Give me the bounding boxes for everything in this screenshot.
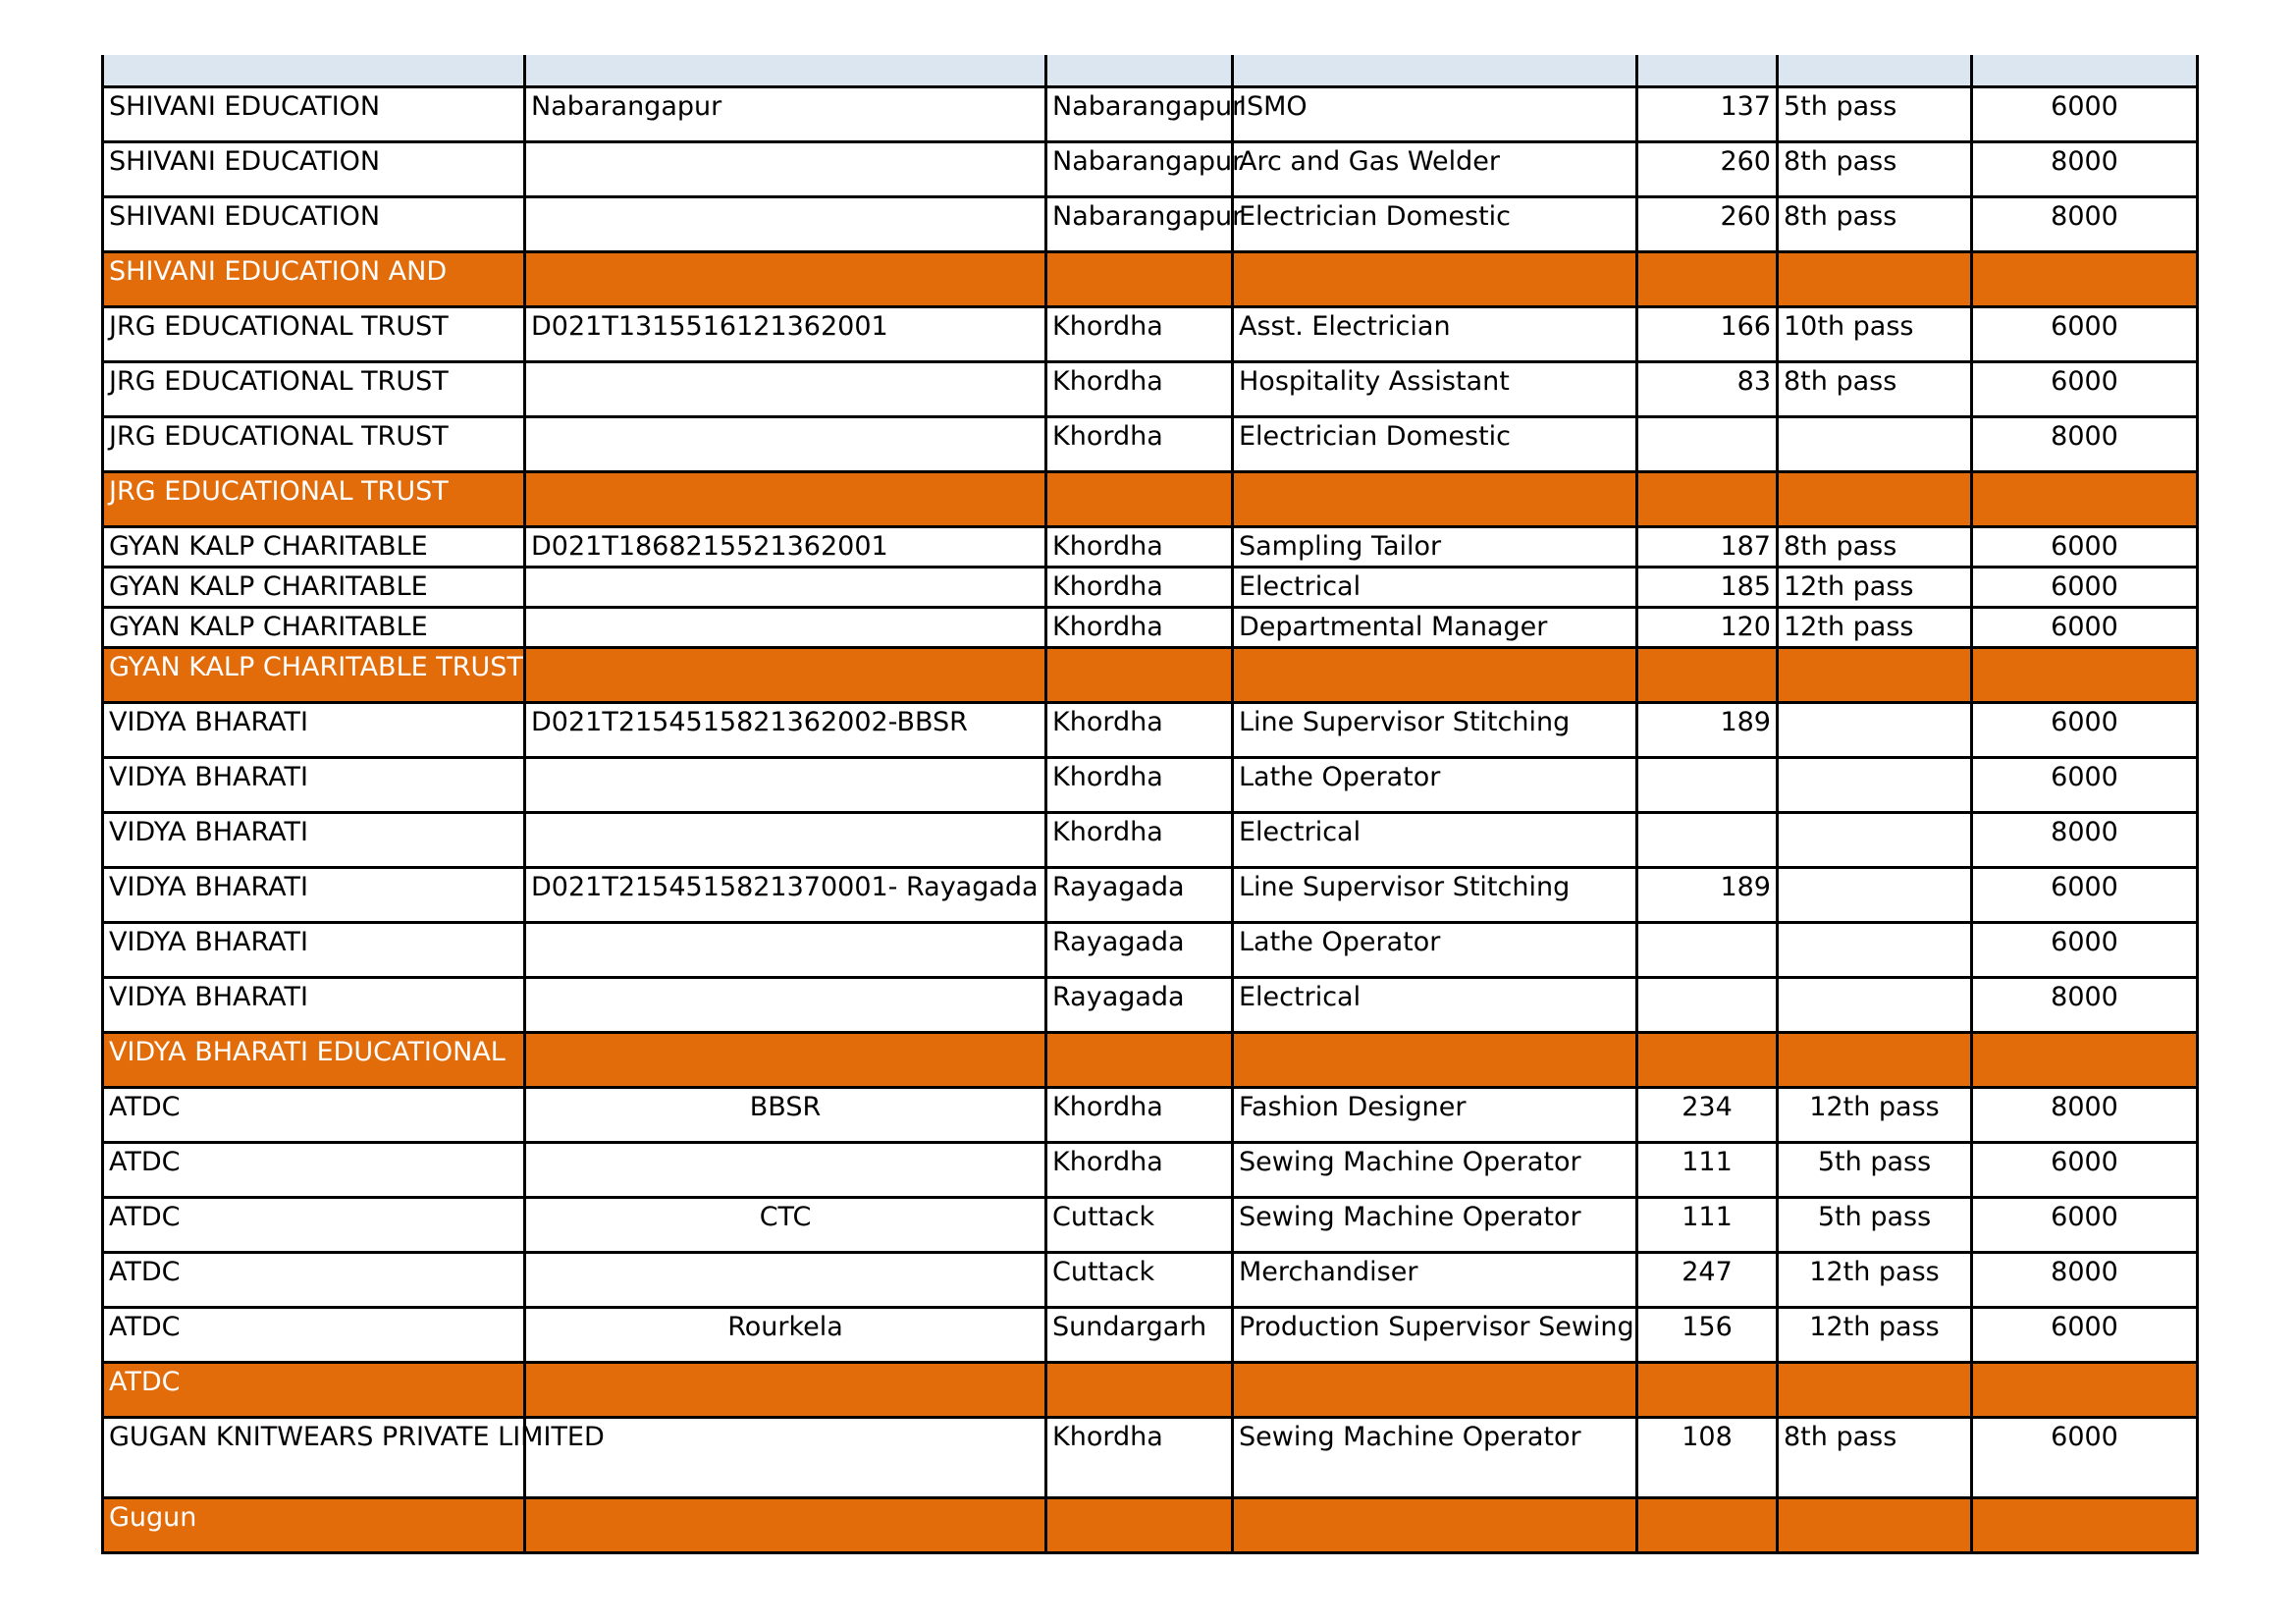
qualification-cell: [1778, 55, 1972, 86]
target-count-cell: 260: [1637, 196, 1778, 251]
target-count-cell: [1637, 812, 1778, 867]
amount-cell: 6000: [1972, 702, 2198, 757]
target-count-cell: [1637, 1497, 1778, 1552]
course-cell: Electrical: [1233, 812, 1637, 867]
table-row: [103, 86, 2198, 141]
district-cell: Khordha: [1046, 812, 1233, 867]
course-cell: Lathe Operator: [1233, 922, 1637, 977]
district-cell: Khordha: [1046, 416, 1233, 471]
district-cell: Khordha: [1046, 306, 1233, 361]
amount-cell: 8000: [1972, 196, 2198, 251]
batch-code-cell: [525, 471, 1046, 526]
organization-cell: SHIVANI EDUCATION: [103, 196, 525, 251]
target-count-cell: 234: [1637, 1087, 1778, 1142]
qualification-cell: [1778, 1032, 1972, 1087]
amount-cell: 8000: [1972, 812, 2198, 867]
target-count-cell: 260: [1637, 141, 1778, 196]
district-cell: [1046, 647, 1233, 702]
course-cell: [1233, 647, 1637, 702]
table-row: [103, 977, 2198, 1032]
table-row: [103, 1417, 2198, 1497]
course-cell: Sewing Machine Operator: [1233, 1142, 1637, 1197]
organization-cell: [103, 55, 525, 86]
amount-cell: 6000: [1972, 867, 2198, 922]
qualification-cell: 5th pass: [1778, 1142, 1972, 1197]
organization-cell: VIDYA BHARATI: [103, 702, 525, 757]
course-cell: Production Supervisor Sewing: [1233, 1307, 1637, 1362]
header-strip: [103, 55, 2198, 86]
batch-code-cell: [525, 196, 1046, 251]
organization-cell: ATDC: [103, 1087, 525, 1142]
organization-cell: GYAN KALP CHARITABLE: [103, 567, 525, 607]
batch-code-cell: [525, 922, 1046, 977]
course-cell: Line Supervisor Stitching: [1233, 702, 1637, 757]
course-cell: Departmental Manager: [1233, 607, 1637, 647]
district-cell: Khordha: [1046, 757, 1233, 812]
training-partner-table: [101, 55, 2199, 1554]
total-row: [103, 251, 2198, 306]
course-cell: [1233, 251, 1637, 306]
qualification-cell: [1778, 251, 1972, 306]
target-count-cell: 111: [1637, 1142, 1778, 1197]
district-cell: Khordha: [1046, 361, 1233, 416]
course-cell: Hospitality Assistant: [1233, 361, 1637, 416]
batch-code-cell: [525, 55, 1046, 86]
course-cell: Electrical: [1233, 567, 1637, 607]
amount-cell: 6000: [1972, 1417, 2198, 1497]
qualification-cell: 12th pass: [1778, 1087, 1972, 1142]
district-cell: Khordha: [1046, 702, 1233, 757]
target-count-cell: 156: [1637, 1307, 1778, 1362]
course-cell: Electrician Domestic: [1233, 416, 1637, 471]
organization-cell: ATDC: [103, 1142, 525, 1197]
target-count-cell: [1637, 251, 1778, 306]
table-row: [103, 1197, 2198, 1252]
organization-cell: VIDYA BHARATI: [103, 867, 525, 922]
batch-code-cell: D021T2154515821370001- Rayagada: [525, 867, 1046, 922]
amount-cell: 6000: [1972, 1197, 2198, 1252]
organization-cell: VIDYA BHARATI: [103, 977, 525, 1032]
table-row: [103, 567, 2198, 607]
batch-code-cell: [525, 361, 1046, 416]
amount-cell: 8000: [1972, 1252, 2198, 1307]
qualification-cell: [1778, 702, 1972, 757]
district-cell: Nabarangapur: [1046, 196, 1233, 251]
total-row: [103, 1032, 2198, 1087]
batch-code-cell: [525, 141, 1046, 196]
qualification-cell: 5th pass: [1778, 86, 1972, 141]
amount-cell: 6000: [1972, 567, 2198, 607]
course-cell: Electrical: [1233, 977, 1637, 1032]
target-count-cell: 247: [1637, 1252, 1778, 1307]
district-cell: Khordha: [1046, 526, 1233, 567]
target-count-cell: 185: [1637, 567, 1778, 607]
total-row: [103, 1497, 2198, 1552]
batch-code-cell: [525, 1252, 1046, 1307]
batch-code-cell: [525, 1142, 1046, 1197]
batch-code-cell: D021T1315516121362001: [525, 306, 1046, 361]
target-count-cell: [1637, 977, 1778, 1032]
course-cell: Lathe Operator: [1233, 757, 1637, 812]
target-count-cell: 187: [1637, 526, 1778, 567]
target-count-cell: 108: [1637, 1417, 1778, 1497]
qualification-cell: 12th pass: [1778, 1307, 1972, 1362]
course-cell: Fashion Designer: [1233, 1087, 1637, 1142]
batch-code-cell: D021T1868215521362001: [525, 526, 1046, 567]
batch-code-cell: [525, 567, 1046, 607]
qualification-cell: [1778, 757, 1972, 812]
qualification-cell: [1778, 1362, 1972, 1417]
organization-cell: VIDYA BHARATI: [103, 812, 525, 867]
district-cell: Rayagada: [1046, 977, 1233, 1032]
amount-cell: 8000: [1972, 1087, 2198, 1142]
district-cell: Cuttack: [1046, 1252, 1233, 1307]
table-row: [103, 1252, 2198, 1307]
target-count-cell: 111: [1637, 1197, 1778, 1252]
district-cell: Khordha: [1046, 1417, 1233, 1497]
batch-code-cell: [525, 977, 1046, 1032]
qualification-cell: 8th pass: [1778, 526, 1972, 567]
qualification-cell: [1778, 471, 1972, 526]
batch-code-cell: CTC: [525, 1197, 1046, 1252]
batch-code-cell: [525, 1362, 1046, 1417]
course-cell: Asst. Electrician: [1233, 306, 1637, 361]
organization-cell: JRG EDUCATIONAL TRUST: [103, 361, 525, 416]
organization-cell: GYAN KALP CHARITABLE: [103, 607, 525, 647]
qualification-cell: 8th pass: [1778, 1417, 1972, 1497]
course-cell: Sewing Machine Operator: [1233, 1197, 1637, 1252]
batch-code-cell: D021T2154515821362002-BBSR: [525, 702, 1046, 757]
qualification-cell: 12th pass: [1778, 607, 1972, 647]
organization-cell: SHIVANI EDUCATION: [103, 141, 525, 196]
amount-cell: 6000: [1972, 1307, 2198, 1362]
organization-cell: JRG EDUCATIONAL TRUST: [103, 306, 525, 361]
organization-cell: GYAN KALP CHARITABLE TRUST: [103, 647, 525, 702]
table-row: [103, 607, 2198, 647]
batch-code-cell: Rourkela: [525, 1307, 1046, 1362]
amount-cell: 6000: [1972, 306, 2198, 361]
target-count-cell: 137: [1637, 86, 1778, 141]
district-cell: Khordha: [1046, 607, 1233, 647]
table-row: [103, 416, 2198, 471]
qualification-cell: [1778, 812, 1972, 867]
amount-cell: [1972, 55, 2198, 86]
district-cell: [1046, 55, 1233, 86]
district-cell: Rayagada: [1046, 867, 1233, 922]
district-cell: [1046, 1362, 1233, 1417]
qualification-cell: [1778, 1497, 1972, 1552]
qualification-cell: [1778, 867, 1972, 922]
qualification-cell: 12th pass: [1778, 567, 1972, 607]
organization-cell: ATDC: [103, 1197, 525, 1252]
amount-cell: 6000: [1972, 607, 2198, 647]
target-count-cell: 189: [1637, 867, 1778, 922]
table-row: [103, 867, 2198, 922]
qualification-cell: [1778, 416, 1972, 471]
organization-cell: GYAN KALP CHARITABLE: [103, 526, 525, 567]
target-count-cell: 189: [1637, 702, 1778, 757]
qualification-cell: 5th pass: [1778, 1197, 1972, 1252]
organization-cell: VIDYA BHARATI: [103, 922, 525, 977]
target-count-cell: [1637, 416, 1778, 471]
qualification-cell: [1778, 647, 1972, 702]
table-row: [103, 1307, 2198, 1362]
spreadsheet-page: [101, 55, 2196, 1554]
target-count-cell: [1637, 757, 1778, 812]
district-cell: Sundargarh: [1046, 1307, 1233, 1362]
qualification-cell: 12th pass: [1778, 1252, 1972, 1307]
organization-cell: ATDC: [103, 1307, 525, 1362]
batch-code-cell: [525, 251, 1046, 306]
organization-cell: JRG EDUCATIONAL TRUST: [103, 416, 525, 471]
batch-code-cell: [525, 607, 1046, 647]
table-row: [103, 922, 2198, 977]
organization-cell: VIDYA BHARATI EDUCATIONAL: [103, 1032, 525, 1087]
amount-cell: 8000: [1972, 141, 2198, 196]
course-cell: ISMO: [1233, 86, 1637, 141]
qualification-cell: 8th pass: [1778, 361, 1972, 416]
batch-code-cell: [525, 1497, 1046, 1552]
target-count-cell: 166: [1637, 306, 1778, 361]
district-cell: Khordha: [1046, 1087, 1233, 1142]
qualification-cell: 10th pass: [1778, 306, 1972, 361]
district-cell: [1046, 1497, 1233, 1552]
district-cell: Khordha: [1046, 567, 1233, 607]
total-row: [103, 647, 2198, 702]
table-row: [103, 306, 2198, 361]
target-count-cell: [1637, 471, 1778, 526]
organization-cell: GUGAN KNITWEARS PRIVATE LIMITED: [103, 1417, 525, 1497]
batch-code-cell: [525, 1032, 1046, 1087]
amount-cell: [1972, 1362, 2198, 1417]
district-cell: [1046, 1032, 1233, 1087]
amount-cell: 6000: [1972, 922, 2198, 977]
amount-cell: 6000: [1972, 526, 2198, 567]
organization-cell: ATDC: [103, 1252, 525, 1307]
total-row: [103, 1362, 2198, 1417]
batch-code-cell: [525, 416, 1046, 471]
qualification-cell: 8th pass: [1778, 141, 1972, 196]
total-row: [103, 471, 2198, 526]
batch-code-cell: [525, 812, 1046, 867]
amount-cell: 6000: [1972, 1142, 2198, 1197]
district-cell: Nabarangapur: [1046, 86, 1233, 141]
batch-code-cell: Nabarangapur: [525, 86, 1046, 141]
district-cell: [1046, 251, 1233, 306]
organization-cell: Gugun: [103, 1497, 525, 1552]
organization-cell: VIDYA BHARATI: [103, 757, 525, 812]
target-count-cell: 120: [1637, 607, 1778, 647]
batch-code-cell: BBSR: [525, 1087, 1046, 1142]
amount-cell: [1972, 647, 2198, 702]
table-body: [103, 55, 2198, 1552]
amount-cell: 8000: [1972, 977, 2198, 1032]
amount-cell: [1972, 251, 2198, 306]
table-row: [103, 702, 2198, 757]
course-cell: Sampling Tailor: [1233, 526, 1637, 567]
district-cell: [1046, 471, 1233, 526]
table-row: [103, 1087, 2198, 1142]
district-cell: Rayagada: [1046, 922, 1233, 977]
course-cell: Merchandiser: [1233, 1252, 1637, 1307]
course-cell: [1233, 1497, 1637, 1552]
amount-cell: 6000: [1972, 86, 2198, 141]
table-row: [103, 196, 2198, 251]
course-cell: [1233, 471, 1637, 526]
district-cell: Cuttack: [1046, 1197, 1233, 1252]
amount-cell: 6000: [1972, 361, 2198, 416]
amount-cell: [1972, 1497, 2198, 1552]
target-count-cell: [1637, 1362, 1778, 1417]
table-row: [103, 1142, 2198, 1197]
table-row: [103, 812, 2198, 867]
course-cell: Line Supervisor Stitching: [1233, 867, 1637, 922]
table-row: [103, 361, 2198, 416]
table-row: [103, 141, 2198, 196]
course-cell: Electrician Domestic: [1233, 196, 1637, 251]
organization-cell: SHIVANI EDUCATION: [103, 86, 525, 141]
course-cell: Arc and Gas Welder: [1233, 141, 1637, 196]
organization-cell: JRG EDUCATIONAL TRUST: [103, 471, 525, 526]
organization-cell: ATDC: [103, 1362, 525, 1417]
target-count-cell: [1637, 55, 1778, 86]
qualification-cell: [1778, 977, 1972, 1032]
qualification-cell: 8th pass: [1778, 196, 1972, 251]
course-cell: [1233, 1032, 1637, 1087]
target-count-cell: [1637, 922, 1778, 977]
course-cell: [1233, 55, 1637, 86]
organization-cell: SHIVANI EDUCATION AND: [103, 251, 525, 306]
course-cell: Sewing Machine Operator: [1233, 1417, 1637, 1497]
course-cell: [1233, 1362, 1637, 1417]
target-count-cell: [1637, 647, 1778, 702]
amount-cell: 6000: [1972, 757, 2198, 812]
amount-cell: [1972, 1032, 2198, 1087]
batch-code-cell: [525, 757, 1046, 812]
qualification-cell: [1778, 922, 1972, 977]
table-row: [103, 757, 2198, 812]
target-count-cell: [1637, 1032, 1778, 1087]
batch-code-cell: [525, 647, 1046, 702]
target-count-cell: 83: [1637, 361, 1778, 416]
table-row: [103, 526, 2198, 567]
district-cell: Khordha: [1046, 1142, 1233, 1197]
amount-cell: 8000: [1972, 416, 2198, 471]
amount-cell: [1972, 471, 2198, 526]
district-cell: Nabarangapur: [1046, 141, 1233, 196]
